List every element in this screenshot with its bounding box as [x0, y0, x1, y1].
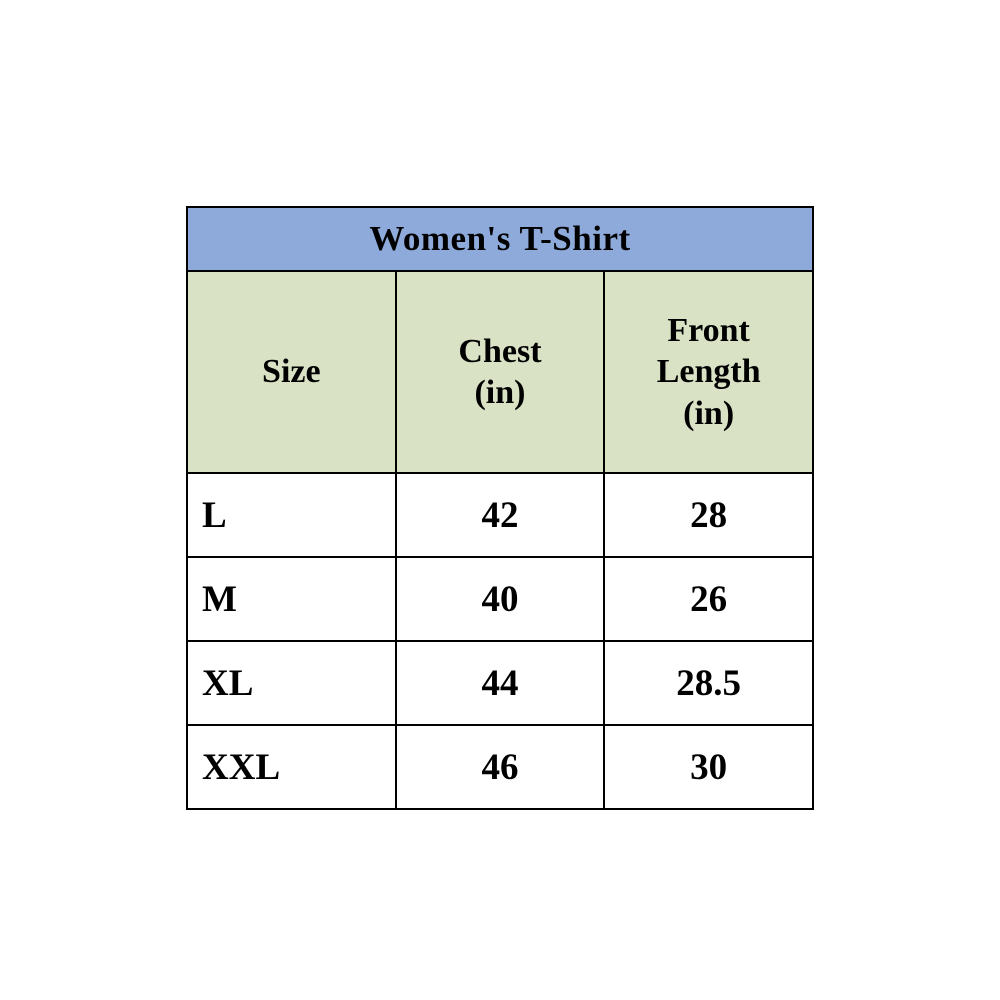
size-chart-table — [186, 206, 814, 810]
table-row — [187, 473, 813, 557]
cell-chest: 40 — [396, 557, 605, 641]
cell-chest: 46 — [396, 725, 605, 809]
table-row — [187, 641, 813, 725]
cell-front-length: 26 — [604, 557, 813, 641]
column-header-front-length-line1: Front — [667, 311, 750, 349]
column-header-front-length — [604, 271, 813, 473]
cell-size: XXL — [187, 725, 396, 809]
cell-size: M — [187, 557, 396, 641]
column-header-chest-line1: Chest — [458, 332, 542, 370]
table-row — [187, 557, 813, 641]
column-header-front-length-line2: Length — [656, 353, 761, 391]
cell-size: XL — [187, 641, 396, 725]
column-header-size-line1: Size — [262, 353, 321, 391]
cell-chest: 44 — [396, 641, 605, 725]
table-title: Women's T-Shirt — [187, 207, 813, 271]
table-row — [187, 725, 813, 809]
table-header-row — [187, 271, 813, 473]
cell-front-length: 28.5 — [604, 641, 813, 725]
column-header-chest-line2: (in) — [474, 374, 526, 411]
table-title-row — [187, 207, 813, 271]
cell-front-length: 28 — [604, 473, 813, 557]
column-header-size — [187, 271, 396, 473]
column-header-chest — [396, 271, 605, 473]
cell-chest: 42 — [396, 473, 605, 557]
column-header-front-length-line3: (in) — [683, 394, 735, 432]
cell-front-length: 30 — [604, 725, 813, 809]
cell-size: L — [187, 473, 396, 557]
